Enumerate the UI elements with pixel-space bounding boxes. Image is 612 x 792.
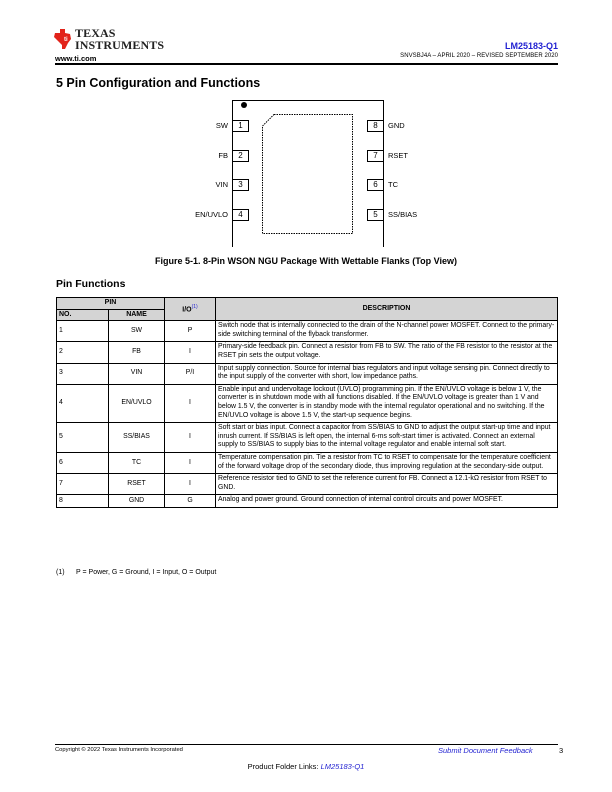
- pin-box-1: 1: [232, 120, 249, 132]
- footnote-mark: (1): [56, 569, 65, 576]
- table-header-row: [57, 298, 558, 310]
- header-no: NO.: [57, 309, 109, 321]
- cell-io: G: [165, 495, 216, 508]
- cell-name: GND: [109, 495, 165, 508]
- ti-logo: [53, 26, 165, 53]
- product-folder-links: [0, 762, 612, 771]
- header-divider: [55, 63, 558, 65]
- footnote-ref-link[interactable]: (1): [191, 304, 198, 311]
- table-row: [57, 423, 558, 453]
- cell-name: SS/BIAS: [109, 423, 165, 453]
- cell-description: Switch node that is internally connected to the drain of the N-channel power MOSFET. Connect to the primary-side switching terminal of the flyback transformer.: [216, 321, 558, 342]
- cell-name: RSET: [109, 474, 165, 495]
- cell-no: 8: [57, 495, 109, 508]
- pin1-indicator-icon: [241, 102, 247, 108]
- cell-description: Soft start or bias input. Connect a capacitor from SS/BIAS to GND to adjust the output start-up time and input inrush current. If SS/BIAS is left open, the internal 6-ms soft-start timer is activated. Connect an external supply to SS/BIAS to supply bias to the internal voltage regulator and enable internal soft start.: [216, 423, 558, 453]
- cell-description: Enable input and undervoltage lockout (UVLO) programming pin. If the EN/UVLO voltage is below 1 V, the converter is in shutdown mode with all functions disabled. If the EN/UVLO voltage is greater than 1 V and below 1.5 V, the converter is in standby mode with the internal regulator operational and no switching. If the EN/UVLO voltage is above 1.5 V, the start-up sequence begins.: [216, 384, 558, 422]
- cell-io: P: [165, 321, 216, 342]
- header-name: NAME: [109, 309, 165, 321]
- cell-description: Analog and power ground. Ground connection of internal control circuits and power MOSFET.: [216, 495, 558, 508]
- section-title: 5 Pin Configuration and Functions: [56, 76, 261, 90]
- pin-label-fb: FB: [218, 151, 228, 160]
- pin-label-en-uvlo: EN/UVLO: [195, 210, 228, 219]
- svg-text:ti: ti: [64, 37, 68, 43]
- pin-functions-table: [56, 297, 558, 508]
- part-number[interactable]: LM25183-Q1: [504, 41, 558, 51]
- figure-caption: Figure 5-1. 8-Pin WSON NGU Package With Wettable Flanks (Top View): [155, 256, 457, 266]
- product-links-label: Product Folder Links:: [247, 762, 321, 771]
- pin-box-3: 3: [232, 179, 249, 191]
- table-row: [57, 321, 558, 342]
- logo-line-1: TEXAS: [75, 26, 116, 40]
- pin-label-gnd: GND: [388, 121, 405, 130]
- header-description: DESCRIPTION: [216, 298, 558, 321]
- cell-name: TC: [109, 452, 165, 473]
- cell-name: EN/UVLO: [109, 384, 165, 422]
- cell-description: Primary-side feedback pin. Connect a resistor from FB to SW. The ratio of the FB resistor to the resistor at the RSET pin sets the output voltage.: [216, 342, 558, 363]
- header-io: [165, 298, 216, 321]
- website-link[interactable]: www.ti.com: [55, 54, 97, 63]
- footnote-text: P = Power, G = Ground, I = Input, O = Output: [76, 569, 217, 576]
- header-io-label: I/O: [182, 306, 192, 314]
- cell-name: FB: [109, 342, 165, 363]
- cell-no: 4: [57, 384, 109, 422]
- cell-no: 7: [57, 474, 109, 495]
- cell-name: VIN: [109, 363, 165, 384]
- pin-box-2: 2: [232, 150, 249, 162]
- pin-label-tc: TC: [388, 180, 398, 189]
- cell-no: 2: [57, 342, 109, 363]
- cell-description: Temperature compensation pin. Tie a resistor from TC to RSET to compensate for the temperature coefficient of the forward voltage drop of the secondary diode, thus improving regulation at the secondary-side output.: [216, 452, 558, 473]
- pin-functions-title: Pin Functions: [56, 278, 126, 290]
- ti-wordmark: [75, 28, 164, 51]
- pin-box-6: 6: [367, 179, 384, 191]
- cell-io: I: [165, 474, 216, 495]
- table-row: [57, 495, 558, 508]
- table-row: [57, 452, 558, 473]
- pin-label-rset: RSET: [388, 151, 409, 160]
- cell-description: Input supply connection. Source for internal bias regulators and input voltage sensing pin. Connect directly to the input supply of the converter with short, low impedance paths.: [216, 363, 558, 384]
- table-row: [57, 363, 558, 384]
- pin-box-8: 8: [367, 120, 384, 132]
- cell-io: P/I: [165, 363, 216, 384]
- pin-label-ss-bias: SS/BIAS: [388, 210, 418, 219]
- pin-box-5: 5: [367, 209, 384, 221]
- footer-divider: [55, 744, 558, 745]
- cell-name: SW: [109, 321, 165, 342]
- product-folder-link[interactable]: LM25183-Q1: [320, 762, 365, 771]
- pin-label-sw: SW: [215, 121, 228, 130]
- pin-label-vin: VIN: [215, 180, 228, 189]
- pin-box-7: 7: [367, 150, 384, 162]
- page-number: 3: [559, 746, 564, 755]
- cell-description: Reference resistor tied to GND to set the reference current for FB. Connect a 12.1-kΩ resistor from RSET to GND.: [216, 474, 558, 495]
- cell-io: I: [165, 423, 216, 453]
- header-pin: PIN: [57, 298, 165, 310]
- submit-feedback-link[interactable]: Submit Document Feedback: [438, 746, 533, 755]
- cell-io: I: [165, 342, 216, 363]
- cell-no: 1: [57, 321, 109, 342]
- table-row: [57, 342, 558, 363]
- cell-no: 6: [57, 452, 109, 473]
- cell-no: 3: [57, 363, 109, 384]
- thermal-pad: [262, 114, 353, 234]
- table-row: [57, 474, 558, 495]
- document-revision: SNVSBJ4A – APRIL 2020 – REVISED SEPTEMBER 2020: [400, 53, 558, 59]
- cell-no: 5: [57, 423, 109, 453]
- copyright-text: Copyright © 2022 Texas Instruments Incorporated: [55, 747, 183, 753]
- ti-texas-logo-icon: [53, 27, 73, 51]
- cell-io: I: [165, 452, 216, 473]
- logo-line-2: INSTRUMENTS: [75, 37, 165, 52]
- cell-io: I: [165, 384, 216, 422]
- table-row: [57, 384, 558, 422]
- pin-box-4: 4: [232, 209, 249, 221]
- table-footnote: [56, 569, 216, 576]
